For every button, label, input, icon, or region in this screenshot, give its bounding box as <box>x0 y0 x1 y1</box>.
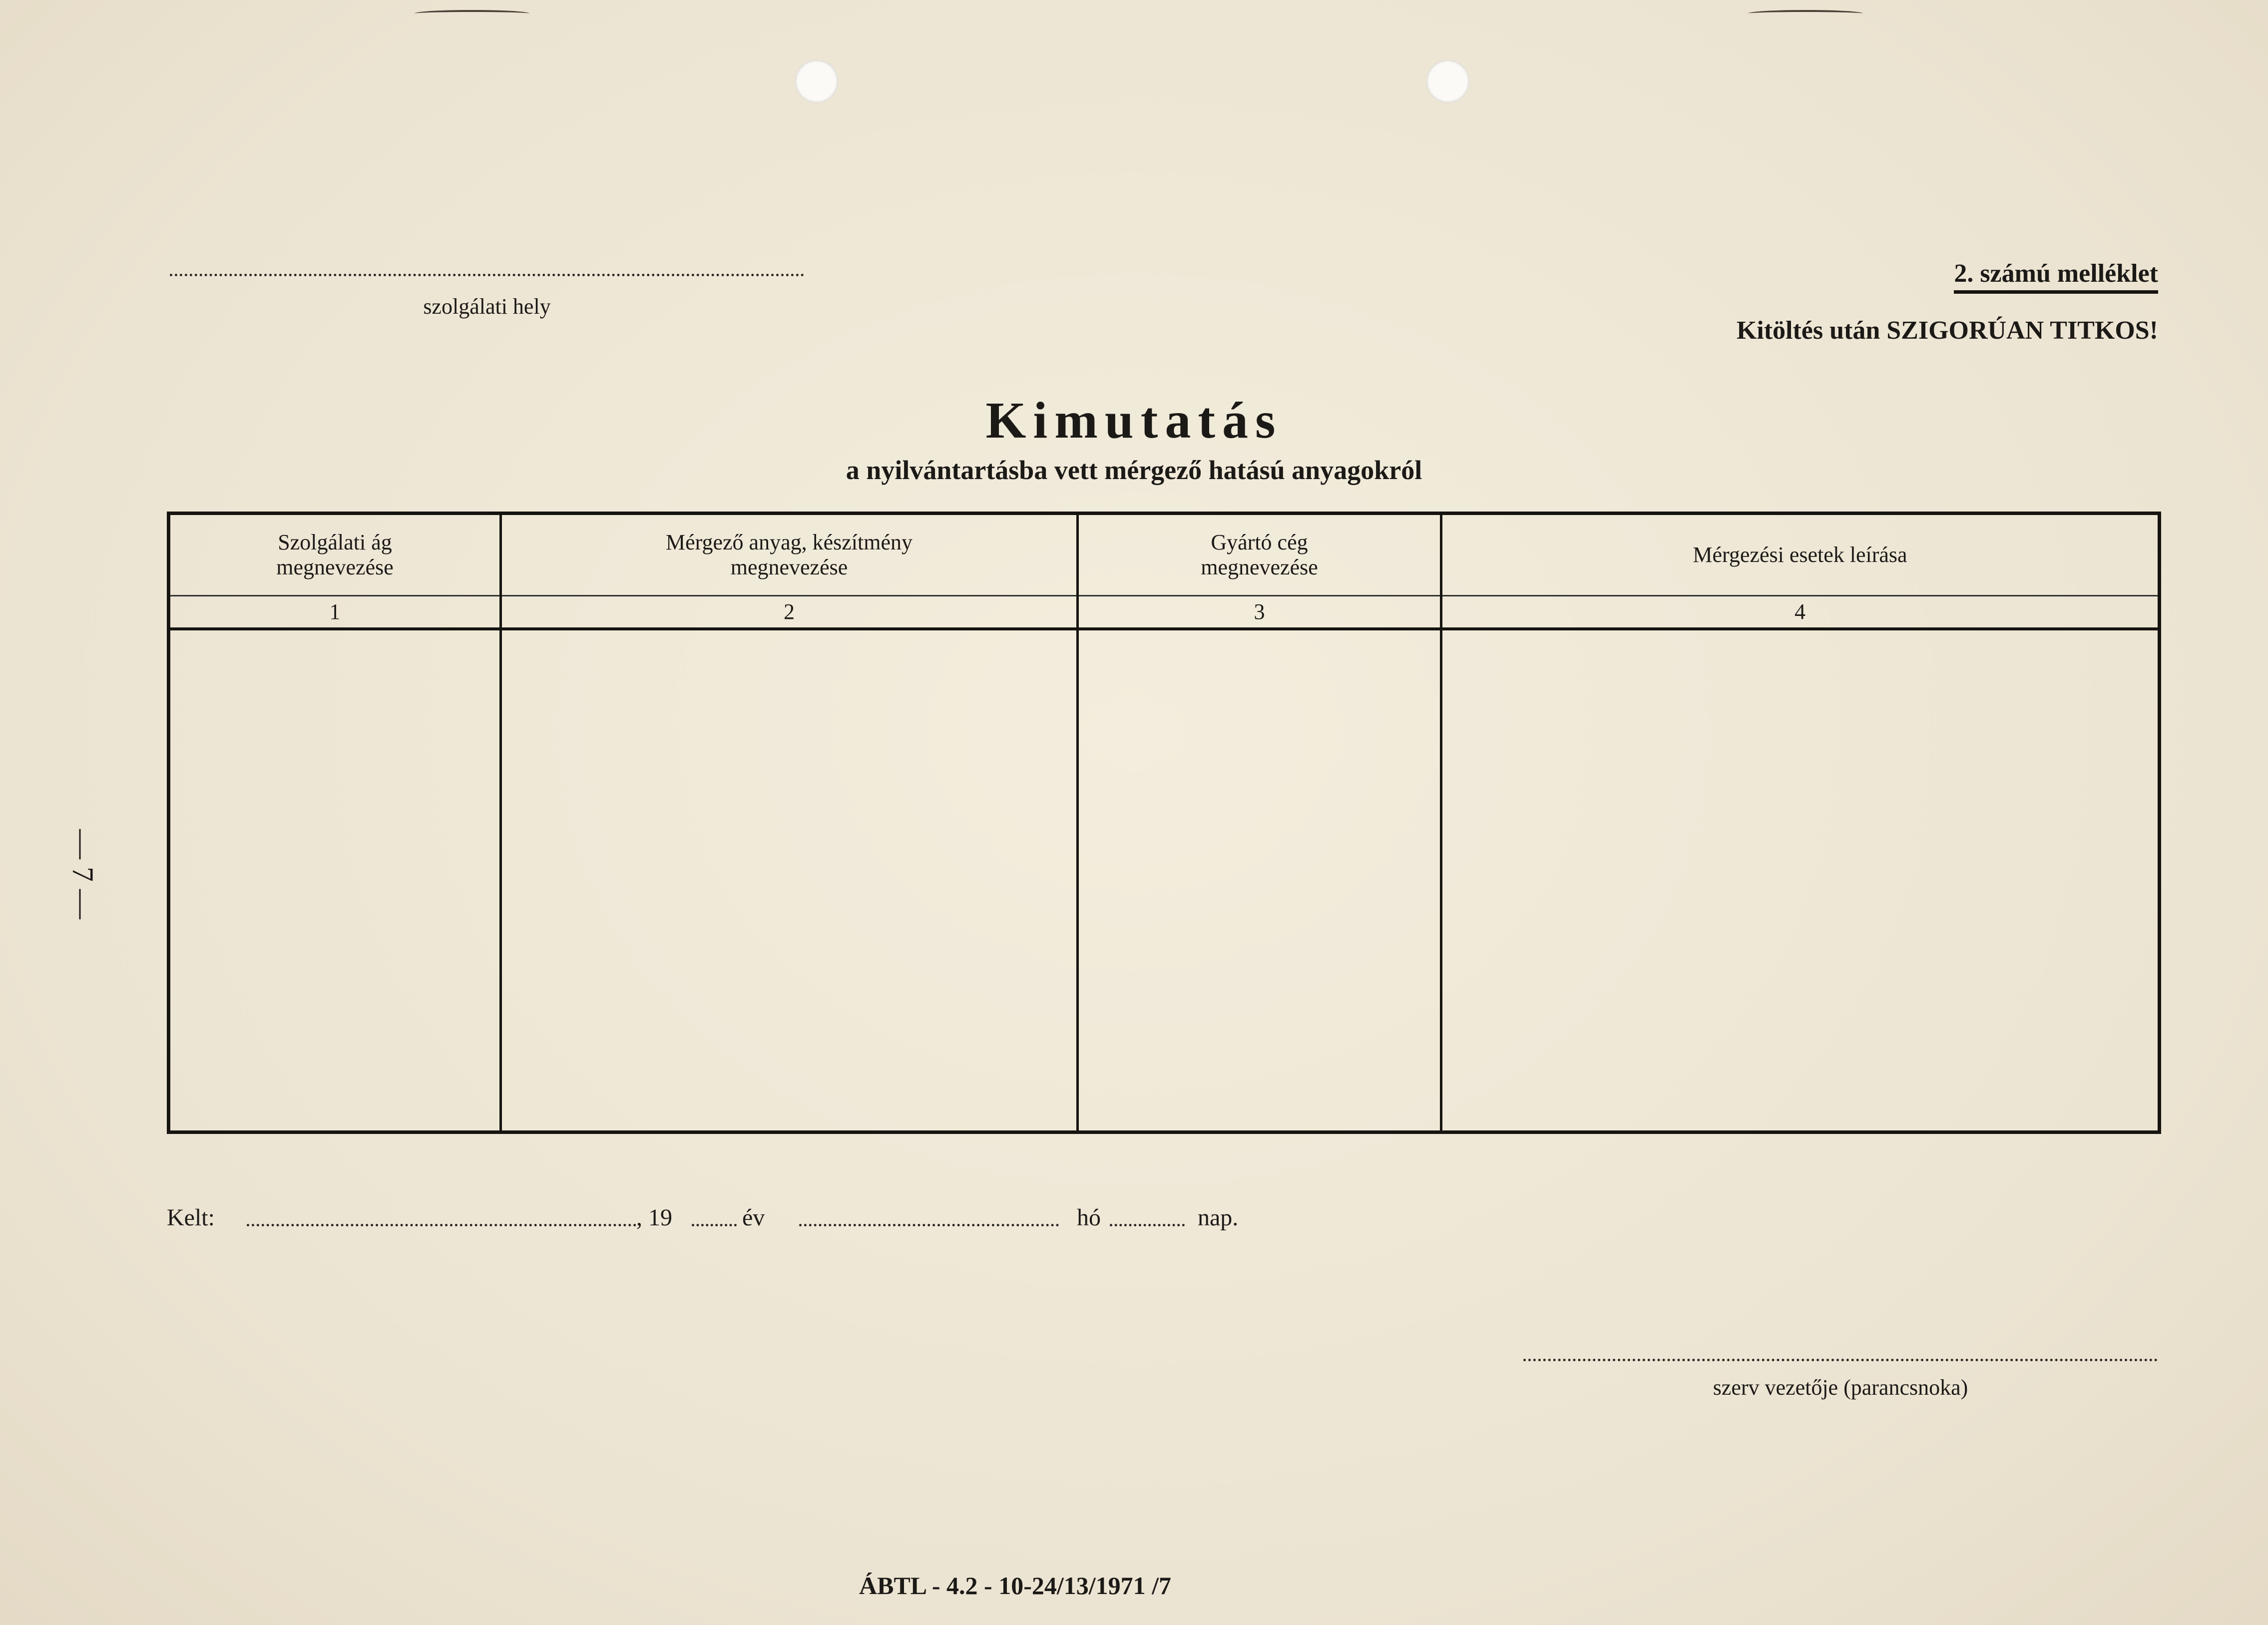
date-year-label: év <box>742 1204 765 1231</box>
date-label: Kelt: <box>167 1204 215 1231</box>
punch-hole-left <box>795 60 838 103</box>
date-day-label: nap. <box>1198 1204 1239 1231</box>
column-header-4: Mérgezési esetek leírása <box>1441 514 2160 596</box>
archive-reference: ÁBTL - 4.2 - 10-24/13/1971 /7 <box>859 1572 1172 1600</box>
date-month-label: hó <box>1077 1204 1101 1231</box>
column-number-1: 1 <box>169 596 501 629</box>
staple-right <box>1748 10 1863 17</box>
date-year-dotted-line <box>692 1224 737 1226</box>
punch-hole-right <box>1426 60 1469 103</box>
signature-caption: szerv vezetője (parancsnoka) <box>1713 1375 1968 1400</box>
signature-dotted-line <box>1523 1359 2158 1361</box>
entry-cell-service-branch <box>169 629 501 1132</box>
staple-left <box>415 10 529 17</box>
service-place-caption: szolgálati hely <box>423 294 551 319</box>
column-header-1: Szolgálati ág megnevezése <box>169 514 501 596</box>
date-year-prefix: , 19 <box>636 1204 672 1231</box>
table-entry-row <box>169 629 2160 1132</box>
classification-notice: Kitöltés után SZIGORÚAN TITKOS! <box>1736 316 2158 345</box>
column-header-3: Gyártó cég megnevezése <box>1078 514 1441 596</box>
date-day-dotted-line <box>1110 1224 1185 1226</box>
table-header-row <box>169 514 2160 596</box>
entry-cell-poisoning-cases <box>1441 629 2160 1132</box>
table-column-number-row <box>169 596 2160 629</box>
poison-register-table <box>167 512 2161 1134</box>
entry-cell-manufacturer <box>1078 629 1441 1132</box>
service-place-dotted-line <box>170 274 804 276</box>
document-subtitle: a nyilvántartásba vett mérgező hatású anyagokról <box>846 455 1422 485</box>
date-place-dotted-line <box>247 1224 636 1226</box>
side-page-number: — 7 — <box>66 829 99 919</box>
date-month-dotted-line <box>799 1224 1059 1226</box>
column-number-3: 3 <box>1078 596 1441 629</box>
column-number-4: 4 <box>1441 596 2160 629</box>
column-number-2: 2 <box>501 596 1078 629</box>
entry-cell-poison-substance <box>501 629 1078 1132</box>
column-header-2: Mérgező anyag, készítmény megnevezése <box>501 514 1078 596</box>
annex-label: 2. számú melléklet <box>1954 259 2158 294</box>
document-title: Kimutatás <box>985 392 1283 449</box>
